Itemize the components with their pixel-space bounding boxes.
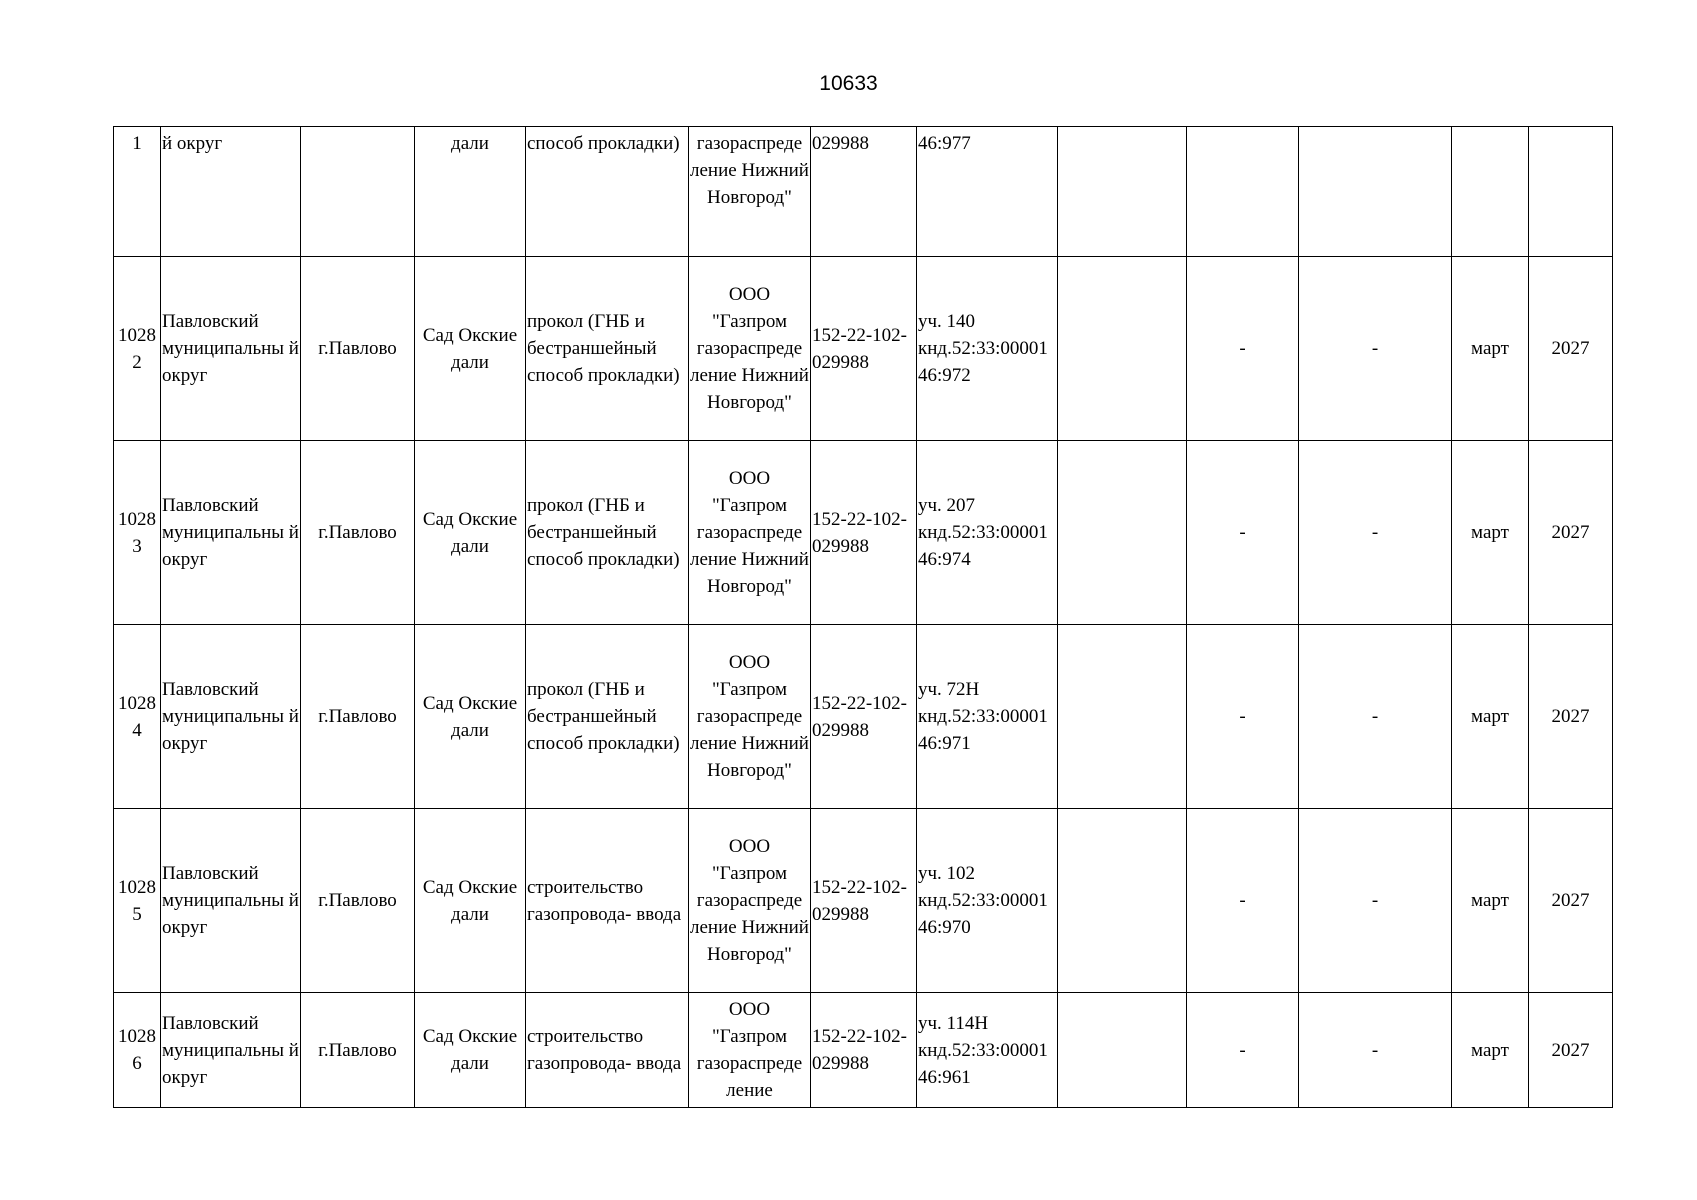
month-cell: март [1452, 625, 1529, 809]
district-cell: Павловский муниципальны й округ [161, 625, 301, 809]
dash-cell: - [1187, 257, 1299, 441]
table-row [114, 441, 1613, 625]
table-row [114, 127, 1613, 257]
row-number-cell: 1028 4 [114, 625, 161, 809]
district-cell: Павловский муниципальны й округ [161, 993, 301, 1108]
register-body [114, 127, 1613, 1108]
district-cell: Павловский муниципальны й округ [161, 257, 301, 441]
organization-cell: ООО "Газпром газораспреде ление Нижний Новгород" [689, 441, 811, 625]
district-cell: Павловский муниципальны й округ [161, 441, 301, 625]
cadastral-plot-cell: уч. 140 кнд.52:33:00001 46:972 [917, 257, 1058, 441]
year-cell: 2027 [1529, 809, 1613, 993]
year-cell [1529, 127, 1613, 257]
dash-cell: - [1187, 441, 1299, 625]
table-row [114, 809, 1613, 993]
dash-cell: - [1299, 993, 1452, 1108]
dash-cell: - [1299, 257, 1452, 441]
month-cell: март [1452, 993, 1529, 1108]
month-cell: март [1452, 809, 1529, 993]
place-cell: Сад Окские дали [415, 993, 526, 1108]
year-cell: 2027 [1529, 625, 1613, 809]
month-cell [1452, 127, 1529, 257]
locality-cell: г.Павлово [301, 993, 415, 1108]
organization-cell: ООО "Газпром газораспреде ление [689, 993, 811, 1108]
dash-cell: - [1187, 993, 1299, 1108]
cadastral-plot-cell: уч. 207 кнд.52:33:00001 46:974 [917, 441, 1058, 625]
place-cell: Сад Окские дали [415, 809, 526, 993]
work-type-cell: прокол (ГНБ и бестраншейный способ прокладки) [526, 625, 689, 809]
row-number-cell: 1 [114, 127, 161, 257]
dash-cell: - [1299, 625, 1452, 809]
organization-cell: ООО "Газпром газораспреде ление Нижний Новгород" [689, 809, 811, 993]
permit-code-cell: 152-22-102- 029988 [811, 625, 917, 809]
district-cell: й округ [161, 127, 301, 257]
dash-cell [1299, 127, 1452, 257]
empty-cell [1058, 625, 1187, 809]
permit-code-cell: 152-22-102- 029988 [811, 257, 917, 441]
work-type-cell: строительство газопровода- ввода [526, 809, 689, 993]
dash-cell: - [1299, 441, 1452, 625]
register-table [113, 126, 1613, 1108]
empty-cell [1058, 441, 1187, 625]
cadastral-plot-cell: уч. 102 кнд.52:33:00001 46:970 [917, 809, 1058, 993]
page-number: 10633 [819, 72, 878, 95]
row-number-cell: 1028 2 [114, 257, 161, 441]
cadastral-plot-cell: 46:977 [917, 127, 1058, 257]
district-cell: Павловский муниципальны й округ [161, 809, 301, 993]
year-cell: 2027 [1529, 257, 1613, 441]
work-type-cell: способ прокладки) [526, 127, 689, 257]
row-number-cell: 1028 5 [114, 809, 161, 993]
empty-cell [1058, 993, 1187, 1108]
empty-cell [1058, 127, 1187, 257]
work-type-cell: прокол (ГНБ и бестраншейный способ прокладки) [526, 257, 689, 441]
organization-cell: ООО "Газпром газораспреде ление Нижний Новгород" [689, 257, 811, 441]
dash-cell: - [1299, 809, 1452, 993]
table-row [114, 257, 1613, 441]
locality-cell: г.Павлово [301, 809, 415, 993]
month-cell: март [1452, 441, 1529, 625]
organization-cell: ООО "Газпром газораспреде ление Нижний Новгород" [689, 625, 811, 809]
organization-cell: газораспреде ление Нижний Новгород" [689, 127, 811, 257]
locality-cell: г.Павлово [301, 441, 415, 625]
dash-cell: - [1187, 625, 1299, 809]
place-cell: дали [415, 127, 526, 257]
permit-code-cell: 152-22-102- 029988 [811, 993, 917, 1108]
table-row [114, 625, 1613, 809]
place-cell: Сад Окские дали [415, 257, 526, 441]
cadastral-plot-cell: уч. 114Н кнд.52:33:00001 46:961 [917, 993, 1058, 1108]
place-cell: Сад Окские дали [415, 625, 526, 809]
locality-cell: г.Павлово [301, 625, 415, 809]
permit-code-cell: 152-22-102- 029988 [811, 441, 917, 625]
empty-cell [1058, 809, 1187, 993]
locality-cell: г.Павлово [301, 257, 415, 441]
work-type-cell: строительство газопровода- ввода [526, 993, 689, 1108]
work-type-cell: прокол (ГНБ и бестраншейный способ прокладки) [526, 441, 689, 625]
dash-cell [1187, 127, 1299, 257]
month-cell: март [1452, 257, 1529, 441]
cadastral-plot-cell: уч. 72Н кнд.52:33:00001 46:971 [917, 625, 1058, 809]
locality-cell [301, 127, 415, 257]
place-cell: Сад Окские дали [415, 441, 526, 625]
year-cell: 2027 [1529, 993, 1613, 1108]
year-cell: 2027 [1529, 441, 1613, 625]
row-number-cell: 1028 6 [114, 993, 161, 1108]
permit-code-cell: 029988 [811, 127, 917, 257]
empty-cell [1058, 257, 1187, 441]
table-row [114, 993, 1613, 1108]
row-number-cell: 1028 3 [114, 441, 161, 625]
dash-cell: - [1187, 809, 1299, 993]
permit-code-cell: 152-22-102- 029988 [811, 809, 917, 993]
